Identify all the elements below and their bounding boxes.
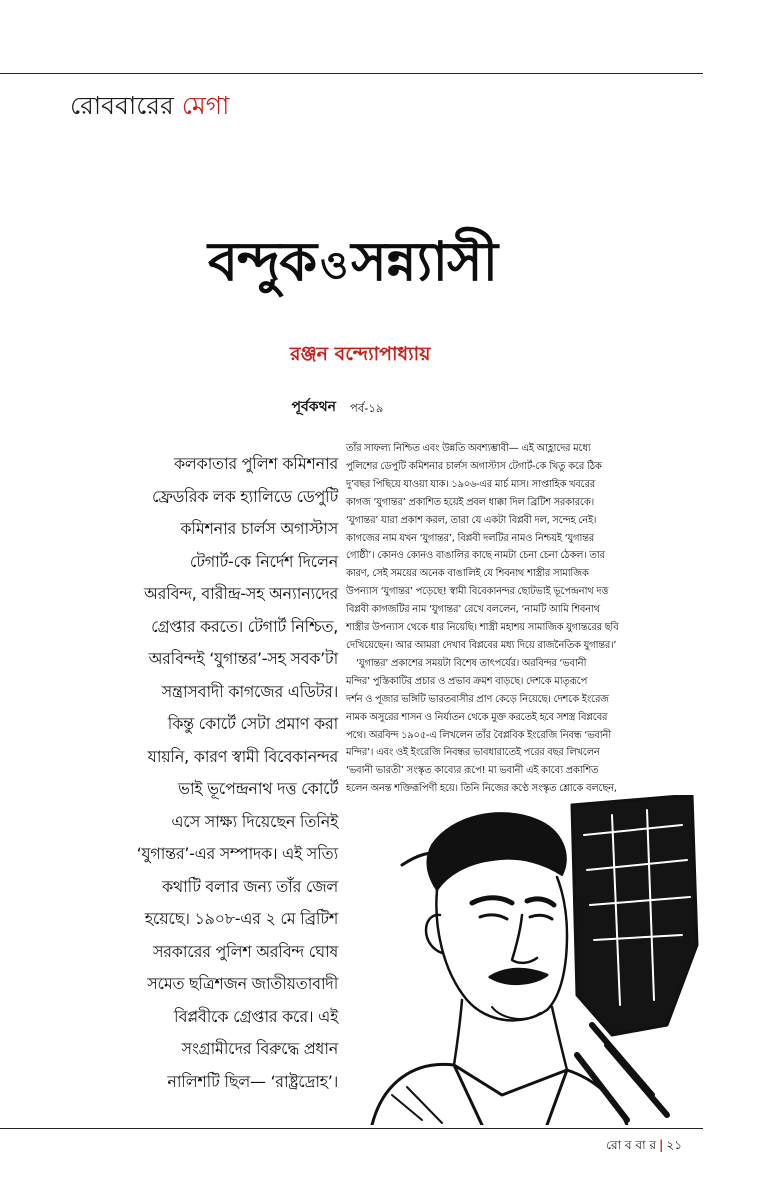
footer-rule	[0, 1128, 703, 1129]
preface-line: কিন্তু কোর্টে সেটা প্রমাণ করা	[167, 714, 338, 733]
body-line: ‘যুগান্তর’ যারা প্রকাশ করল, তারা যে একটা বিপ্লবী দল, সন্দেহ নেই।	[346, 514, 597, 526]
body-line: উপন্যাস ‘যুগান্তর’ পড়েছে! স্বামী বিবেকানন্দর ছোটভাই ভূপেন্দ্রনাথ দত্ত	[346, 586, 609, 598]
preface-line: ‘যুগান্তর’-এর সম্পাদক। এই সত্যি	[136, 844, 338, 863]
body-line: দর্শন ও পূজার ভঙ্গিটি ভারতবাসীর প্রাণ কেড়ে নিয়েছে। দেশকে ইংরেজ	[346, 693, 609, 705]
preface-line: হয়েছে। ১৯০৮-এর ২ মে ব্রিটিশ	[144, 909, 338, 928]
episode-label: পর্ব-১৯	[350, 401, 384, 415]
body-line: মন্দির’ পুস্তিকাটির প্রচার ও প্রভাব ক্রমশ বাড়ছে। দেশকে মাতৃরূপে	[346, 675, 588, 687]
preface-line: সন্ত্রাসবাদী কাগজের এডিটর।	[161, 681, 338, 701]
title-part-2: সন্ন্যাসী	[351, 230, 498, 293]
title-conjunction: ও	[320, 243, 348, 288]
preface-line: কথাটি বলার জন্য তাঁর জেল	[162, 876, 338, 896]
body-line: দু’বছর পিছিয়ে যাওয়া যাক। ১৯০৬-এর মার্চ মাস। সাপ্তাহিক খবরের	[346, 478, 595, 490]
preface-line: টেগার্ট-কে নির্দেশ দিলেন	[189, 551, 338, 571]
body-line: পথে। অরবিন্দ ১৯০৫-এ লিখলেন তাঁর বৈপ্লবিক ইংরেজি নিবন্ধ ‘ভবানী	[346, 729, 611, 741]
body-line: দেখিয়েছেন। আর আমরা দেখাব বিপ্লবের মধ্য দিয়ে রাজনৈতিক যুগান্তর।’	[346, 639, 617, 651]
body-line: নামক অসুরের শাসন ও নির্যাতন থেকে মুক্ত করতেই হবে সশস্ত্র বিপ্লবের	[346, 711, 608, 723]
header-rule	[0, 73, 703, 74]
footer-publication: রো ব বা র	[606, 1138, 657, 1152]
preface-line: সরকারের পুলিশ অরবিন্দ ঘোষ	[152, 941, 338, 961]
body-line: বিপ্লবী কাগজটির নাম ‘যুগান্তর’ রেখে বললেন, ‘নামটি আমি শিবনাথ	[346, 604, 600, 616]
body-line: কাগজ ‘যুগান্তর’ প্রকাশিত হয়েই প্রবল ধাক্কা দিল ব্রিটিশ সরকারকে।	[346, 496, 594, 508]
preface-line: কলকাতার পুলিশ কমিশনার	[173, 454, 338, 473]
article-title	[208, 222, 628, 302]
preface-line: ফ্রেডরিক লক হ্যালিডে ডেপুটি	[152, 486, 338, 506]
body-line: কারণ, সেই সময়ের অনেক বাঙালিই যে শিবনাথ শাস্ত্রীর সামাজিক	[346, 568, 589, 580]
body-line: মন্দির’। এবং ওই ইংরেজি নিবন্ধর ভাবধারাতেই পরের বছর লিখলেন	[346, 747, 600, 759]
preface-line: অরবিন্দই ‘যুগান্তর’-সহ সবক’টা	[148, 649, 338, 668]
section-label-accent: মেগা	[181, 91, 230, 120]
section-label	[70, 86, 229, 129]
section-label-text: রোববারের	[70, 91, 174, 120]
preface-column	[62, 448, 338, 1098]
preface-line: ভাই ভূপেন্দ্রনাথ দত্ত কোর্টে	[178, 779, 338, 798]
preface-line: কমিশনার চার্লস অগাস্টাস	[180, 519, 338, 538]
author-byline: রঞ্জন বন্দ্যোপাধ্যায়	[290, 343, 431, 365]
preface-line: এসে সাক্ষ্য দিয়েছেন তিনিই	[171, 811, 338, 831]
preface-line: অরবিন্দ, বারীন্দ্র-সহ অন্যান্যদের	[144, 584, 338, 603]
body-column	[346, 440, 703, 798]
body-line: ‘যুগান্তর’ প্রকাশের সময়টা বিশেষ তাৎপর্যের। অরবিন্দর ‘ভবানী	[356, 657, 587, 669]
footer-separator: |	[659, 1138, 664, 1152]
preface-line: গ্রেপ্তার করতে। টেগার্ট নিশ্চিত,	[151, 616, 338, 636]
preface-line: নালিশটি ছিল— ‘রাষ্ট্রদ্রোহ’।	[167, 1071, 338, 1091]
body-line: ‘ভবানী ভারতী’ সংস্কৃত কাব্যের রূপে! মা ভবানী এই কাব্যে প্রকাশিত	[346, 765, 599, 777]
title-part-1: বন্দুক	[208, 230, 317, 293]
preface-line: সমেত ছত্রিশজন জাতীয়তাবাদী	[147, 974, 338, 993]
page-number: ২১	[666, 1138, 682, 1152]
preface-line: সংগ্রামীদের বিরুদ্ধে প্রধান	[181, 1039, 338, 1058]
body-line: কাগজের নাম যখন ‘যুগান্তর’, বিপ্লবী দলটির নামও নিশ্চয়ই ‘যুগান্তর	[346, 532, 594, 544]
preface-line: বিপ্লবীকে গ্রেপ্তার করে। এই	[174, 1006, 338, 1026]
body-line: হলেন অনন্ত শক্তিরূপিণী হয়ে। তিনি নিজের কণ্ঠে সংস্কৃত শ্লোকে বলছেন,	[346, 783, 617, 795]
preface-heading: পূর্বকথন	[291, 399, 336, 415]
portrait-sketch-illustration	[362, 795, 707, 1125]
preface-line: যায়নি, কারণ স্বামী বিবেকানন্দর	[147, 746, 338, 766]
body-line: তাঁর সাফল্য নিশ্চিত এবং উন্নতি অবশ্যম্ভাবী— এই আহ্লাদের মধ্যে	[346, 443, 591, 454]
body-line: গোষ্ঠী’। কোনও কোনও বাঙালির কাছে নামটা চেনা চেনা ঠেকল। তার	[346, 550, 605, 562]
body-line: শাস্ত্রীর উপন্যাস থেকে ধার নিয়েছি। শাস্ত্রী মহাশয় সামাজিক যুগান্তরের ছবি	[346, 622, 619, 634]
body-line: পুলিশের ডেপুটি কমিশনার চার্লস অগাস্টাস টেগার্ট-কে খিতু করে ঠিক	[346, 460, 602, 472]
page-footer	[606, 1137, 682, 1157]
